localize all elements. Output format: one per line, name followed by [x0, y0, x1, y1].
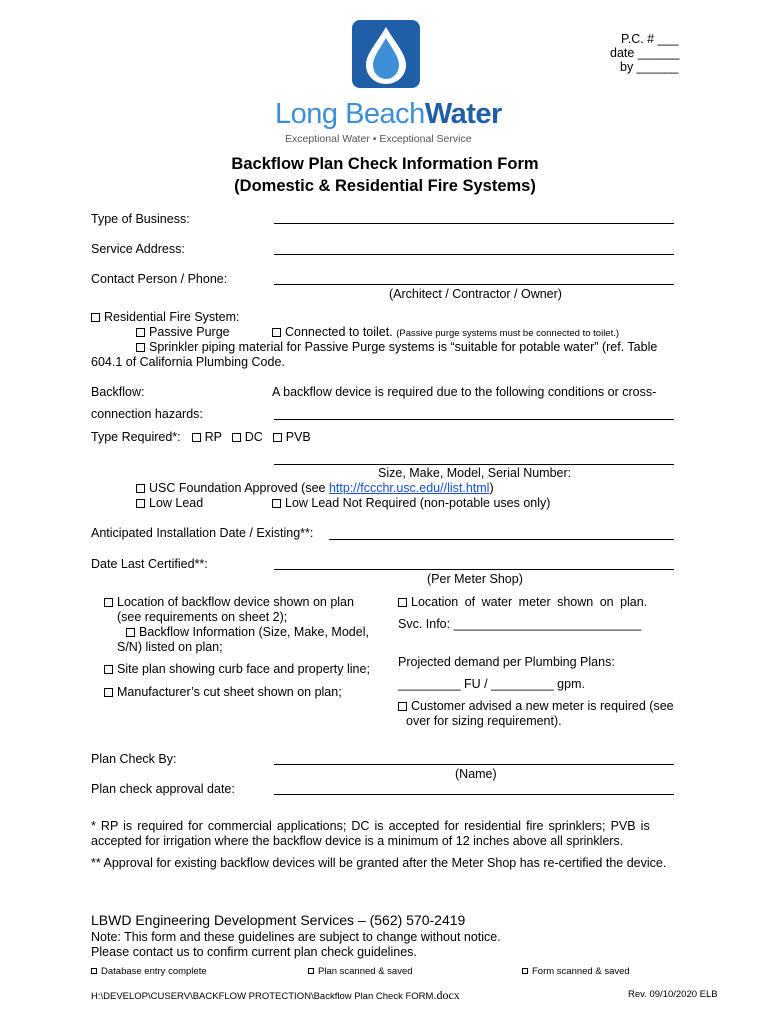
residential-fire-option[interactable]	[91, 310, 239, 324]
logo-tagline: Exceptional Water • Exceptional Service	[285, 133, 472, 145]
backflow-info-option[interactable]	[126, 625, 369, 639]
form-scanned-option[interactable]	[522, 966, 630, 977]
type-required-label: Type Required*:	[91, 430, 181, 444]
low-lead-label: Low Lead	[149, 496, 204, 510]
plan-check-by-label: Plan Check By:	[91, 752, 177, 766]
projected-demand-label: Projected demand per Plumbing Plans:	[398, 655, 615, 669]
type-dc: DC	[244, 430, 263, 444]
rp-note-line2: accepted for irrigation where the backflow device is a minimum of 12 inches above all sprinklers.	[91, 834, 624, 848]
connected-toilet-note: (Passive purge systems must be connected to toilet.)	[396, 328, 620, 339]
hazards-field[interactable]	[274, 419, 674, 420]
approval-note: ** Approval for existing backflow devices will be granted after the Meter Shop has re-certified the device.	[91, 856, 667, 870]
type-pvb: PVB	[285, 430, 311, 444]
approval-date-field[interactable]	[274, 794, 674, 795]
low-lead-option[interactable]	[136, 496, 203, 510]
services-contact: LBWD Engineering Development Services – (562) 570-2419	[91, 912, 466, 928]
low-lead-not-required-label: Low Lead Not Required (non-potable uses only)	[285, 496, 551, 510]
site-plan-option[interactable]	[104, 662, 370, 676]
form-scanned-label: Form scanned & saved	[532, 966, 630, 977]
db-entry-option[interactable]	[91, 966, 207, 977]
svc-info[interactable]: Svc. Info: ___________________________	[398, 617, 642, 631]
header-date: date ______	[610, 46, 680, 60]
logo-name-water: Water	[424, 98, 502, 130]
backflow-text-line2: connection hazards:	[91, 407, 203, 421]
anticipated-date-field[interactable]	[329, 539, 674, 540]
connected-toilet-label: Connected to toilet.	[285, 325, 393, 339]
checkbox-icon[interactable]	[522, 968, 528, 974]
checkbox-icon[interactable]	[136, 343, 145, 352]
checkbox-icon[interactable]	[104, 598, 113, 607]
form-title: Backflow Plan Check Information Form	[231, 155, 539, 173]
low-lead-not-required-option[interactable]	[272, 496, 550, 510]
checkbox-icon[interactable]	[398, 702, 407, 711]
approval-date-label: Plan check approval date:	[91, 782, 235, 796]
sprinkler-option[interactable]	[136, 340, 657, 354]
cut-sheet-option[interactable]	[104, 685, 342, 699]
site-plan-label: Site plan showing curb face and property line;	[117, 662, 370, 676]
revision: Rev. 09/10/2020 ELB	[628, 989, 718, 1000]
header-by: by ______	[620, 60, 679, 74]
checkbox-icon[interactable]	[272, 328, 281, 337]
db-entry-label: Database entry complete	[101, 966, 207, 977]
type-of-business-label: Type of Business:	[91, 212, 190, 226]
water-meter-option[interactable]	[398, 595, 647, 609]
backflow-info-line2: S/N) listed on plan;	[117, 640, 223, 654]
form-subtitle: (Domestic & Residential Fire Systems)	[234, 177, 536, 195]
usc-approved-option[interactable]	[136, 481, 494, 495]
customer-advised-line2: over for sizing requirement).	[406, 714, 562, 728]
checkbox-icon[interactable]	[308, 968, 314, 974]
passive-purge-option[interactable]	[136, 325, 230, 339]
backflow-label: Backflow:	[91, 385, 145, 399]
anticipated-date-label: Anticipated Installation Date / Existing**:	[91, 526, 314, 540]
sprinkler-text-line2: 604.1 of California Plumbing Code.	[91, 355, 285, 369]
size-make-model-label: Size, Make, Model, Serial Number:	[378, 466, 572, 480]
location-backflow-option[interactable]	[104, 595, 354, 609]
checkbox-icon[interactable]	[91, 313, 100, 322]
contact-note: (Architect / Contractor / Owner)	[389, 287, 562, 301]
per-meter-shop-note: (Per Meter Shop)	[427, 572, 523, 586]
location-backflow-label: Location of backflow device shown on plan	[117, 595, 354, 609]
usc-suffix: )	[489, 481, 494, 495]
checkbox-icon[interactable]	[104, 665, 113, 674]
checkbox-icon[interactable]	[104, 688, 113, 697]
type-required-row	[91, 430, 311, 444]
service-address-label: Service Address:	[91, 242, 185, 256]
logo-wordmark	[275, 98, 502, 131]
footer-note2: Please contact us to confirm current plan check guidelines.	[91, 945, 417, 959]
water-meter-label: Location of water meter shown on plan.	[411, 595, 648, 609]
location-backflow-line2: (see requirements on sheet 2);	[117, 610, 288, 624]
usc-prefix: USC Foundation Approved (see	[149, 481, 329, 495]
pc-number: P.C. # ___	[621, 32, 679, 46]
customer-advised-label: Customer advised a new meter is required (see	[411, 699, 674, 713]
type-rp: RP	[204, 430, 222, 444]
last-certified-field[interactable]	[274, 569, 674, 570]
checkbox-icon[interactable]	[91, 968, 97, 974]
checkbox-icon[interactable]	[398, 598, 407, 607]
water-drop-icon	[352, 20, 420, 88]
plan-check-by-field[interactable]	[274, 764, 674, 765]
connected-toilet-option[interactable]	[272, 325, 619, 339]
logo	[352, 20, 420, 88]
usc-list-link[interactable]: http://fccchr.usc.edu//list.html	[328, 481, 490, 495]
logo-name-long-beach: Long Beach	[275, 98, 425, 130]
device-info-field[interactable]	[274, 464, 674, 465]
rp-note-line1: * RP is required for commercial applications; DC is accepted for residential fire sprinklers; PVB is	[91, 819, 650, 833]
cut-sheet-label: Manufacturer’s cut sheet shown on plan;	[117, 685, 342, 699]
checkbox-icon[interactable]	[126, 628, 135, 637]
contact-field[interactable]	[274, 284, 674, 285]
type-of-business-field[interactable]	[274, 223, 674, 224]
backflow-text-line1: A backflow device is required due to the following conditions or cross-	[272, 385, 657, 399]
plan-scanned-label: Plan scanned & saved	[318, 966, 413, 977]
backflow-info-label: Backflow Information (Size, Make, Model,	[139, 625, 369, 639]
file-path-ext: .docx	[433, 988, 460, 1002]
checkbox-icon[interactable]	[232, 433, 241, 442]
passive-purge-label: Passive Purge	[149, 325, 230, 339]
checkbox-icon[interactable]	[192, 433, 201, 442]
plan-scanned-option[interactable]	[308, 966, 413, 977]
checkbox-icon[interactable]	[273, 433, 282, 442]
customer-advised-option[interactable]	[398, 699, 674, 713]
checkbox-icon[interactable]	[136, 484, 145, 493]
last-certified-label: Date Last Certified**:	[91, 557, 208, 571]
fu-gpm-field[interactable]: _________ FU / _________ gpm.	[398, 677, 585, 691]
checkbox-icon[interactable]	[136, 499, 145, 508]
file-path	[91, 988, 460, 1003]
contact-label: Contact Person / Phone:	[91, 272, 228, 286]
sprinkler-text-line1: Sprinkler piping material for Passive Purge systems is “suitable for potable water” (ref. Table	[149, 340, 658, 354]
service-address-field[interactable]	[274, 254, 674, 255]
plan-check-name-note: (Name)	[455, 767, 497, 781]
residential-fire-label: Residential Fire System:	[104, 310, 240, 324]
checkbox-icon[interactable]	[136, 328, 145, 337]
file-path-text: H:\DEVELOP\CUSERV\BACKFLOW PROTECTION\Backflow Plan Check FORM	[91, 991, 434, 1002]
checkbox-icon[interactable]	[272, 499, 281, 508]
footer-note1: Note: This form and these guidelines are subject to change without notice.	[91, 930, 501, 944]
